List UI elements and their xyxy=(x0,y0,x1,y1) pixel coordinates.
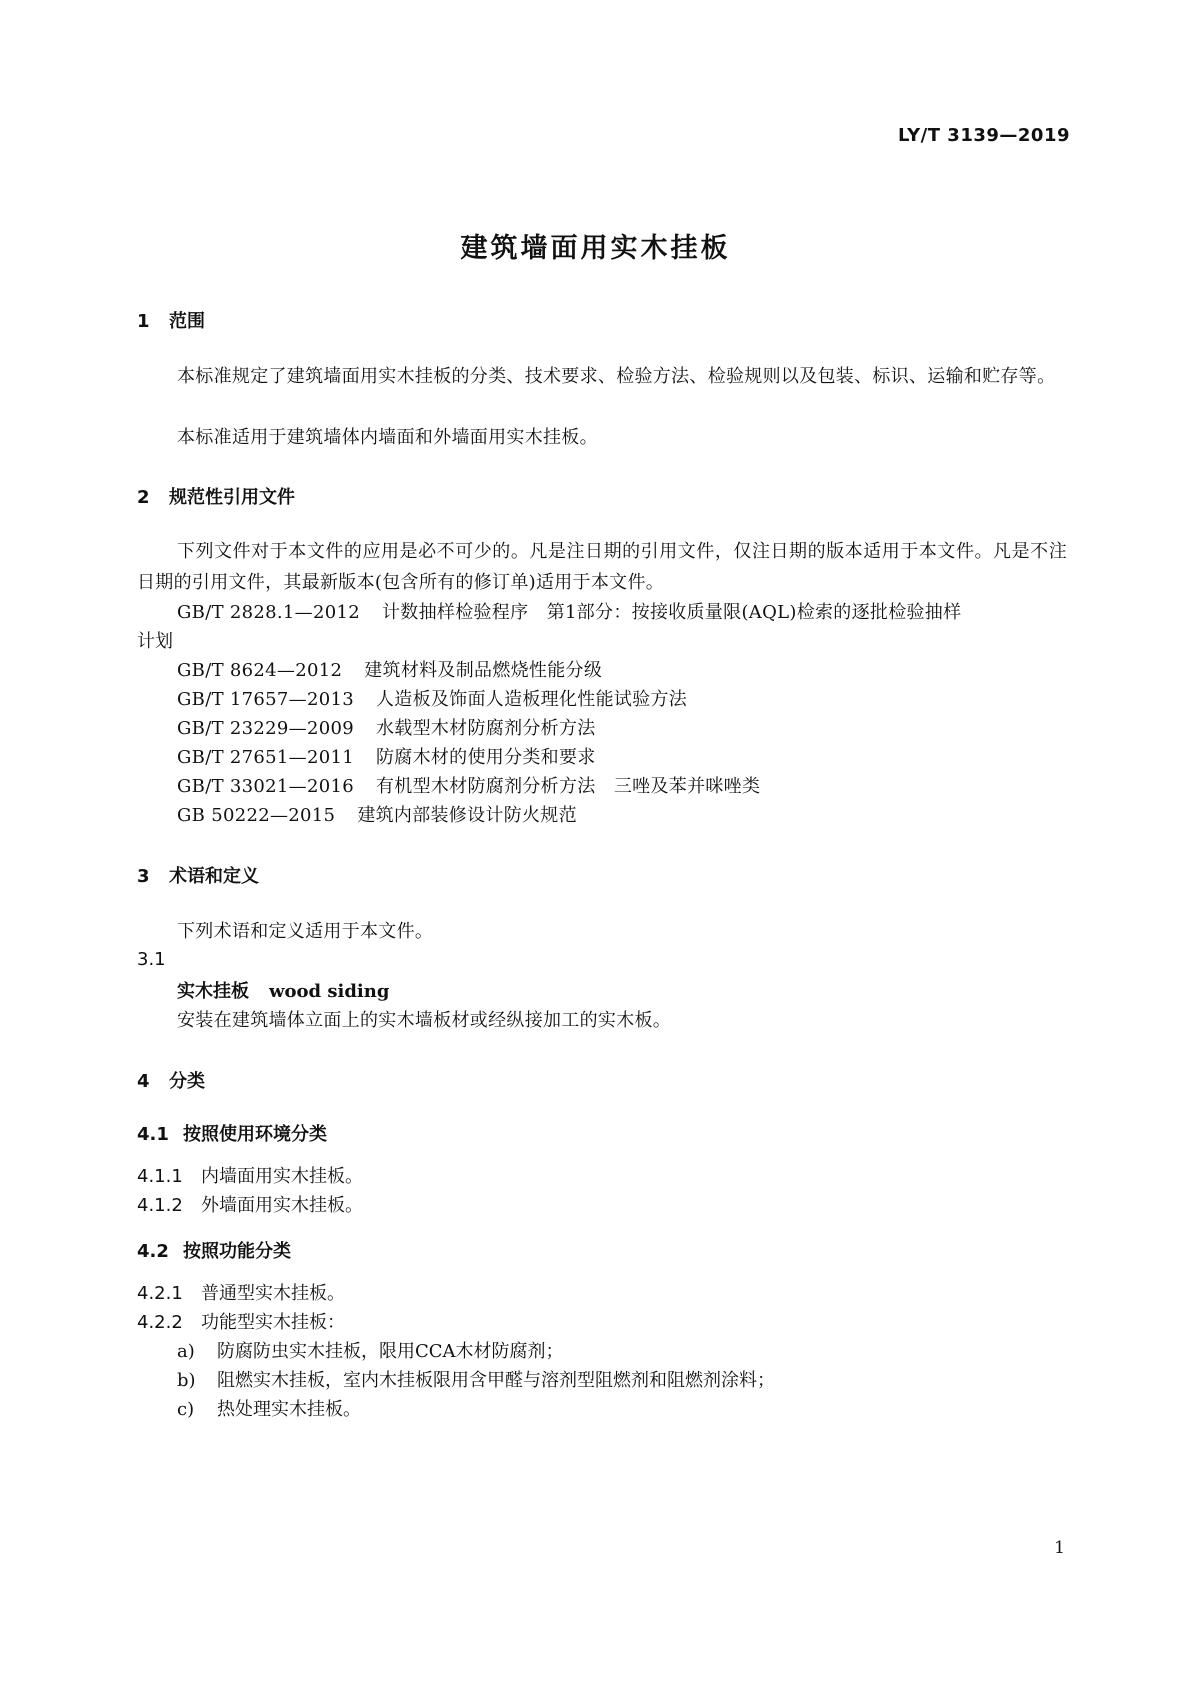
reference-title: 水载型木材防腐剂分析方法 xyxy=(375,718,596,739)
subsection-title: 按照功能分类 xyxy=(183,1241,291,1262)
reference-title: 建筑材料及制品燃烧性能分级 xyxy=(364,660,603,681)
clause-text: 外墙面用实木挂板。 xyxy=(201,1195,363,1216)
clause-4-1-1 xyxy=(137,1162,363,1188)
subsection-title: 按照使用环境分类 xyxy=(183,1124,327,1145)
term-english: wood siding xyxy=(269,981,390,1002)
list-item-text: 防腐防虫实木挂板，限用CCA木材防腐剂； xyxy=(217,1341,564,1362)
list-marker: b) xyxy=(177,1370,196,1391)
reference-title: 人造板及饰面人造板理化性能试验方法 xyxy=(375,689,688,710)
reference-item xyxy=(177,656,602,682)
section-2-paragraph-1: 下列文件对于本文件的应用是必不可少的。凡是注日期的引用文件，仅注日期的版本适用于本文件。凡是不注日期的引用文件，其最新版本(包含所有的修订单)适用于本文件。 xyxy=(137,541,1067,593)
reference-item xyxy=(177,714,596,740)
reference-code: GB 50222—2015 xyxy=(177,805,336,826)
standard-code: LY/T 3139—2019 xyxy=(897,125,1070,146)
clause-4-1-2 xyxy=(137,1191,363,1217)
section-1-heading xyxy=(137,307,205,333)
reference-code: GB/T 17657—2013 xyxy=(177,689,354,710)
section-title: 范围 xyxy=(169,311,205,332)
reference-title: 有机型木材防腐剂分析方法 三唑及苯并咪唑类 xyxy=(375,776,761,797)
section-1-paragraph-2: 本标准适用于建筑墙体内墙面和外墙面用实木挂板。 xyxy=(177,427,598,448)
reference-code: GB/T 23229—2009 xyxy=(177,718,354,739)
reference-item xyxy=(177,685,687,711)
list-item-text: 阻燃实木挂板，室内木挂板限用含甲醛与溶剂型阻燃剂和阻燃剂涂料； xyxy=(217,1370,775,1391)
reference-code: GB/T 8624—2012 xyxy=(177,660,343,681)
reference-code: GB/T 27651—2011 xyxy=(177,747,354,768)
list-item-text: 热处理实木挂板。 xyxy=(217,1399,361,1420)
term-entry xyxy=(177,977,389,1003)
clause-number: 4.2.2 xyxy=(137,1312,183,1333)
clause-4-2-2 xyxy=(137,1308,345,1334)
section-title: 规范性引用文件 xyxy=(169,487,295,508)
clause-text: 功能型实木挂板： xyxy=(201,1312,345,1333)
clause-number: 4.1.2 xyxy=(137,1195,183,1216)
clause-text: 普通型实木挂板。 xyxy=(201,1283,345,1304)
list-item xyxy=(177,1395,361,1421)
section-2-heading xyxy=(137,483,295,509)
section-number: 1 xyxy=(137,311,150,332)
subsection-4-1-heading xyxy=(137,1120,327,1146)
reference-item xyxy=(177,772,760,798)
reference-code: GB/T 2828.1—2012 xyxy=(177,602,360,623)
list-marker: a) xyxy=(177,1341,195,1362)
reference-item xyxy=(177,801,577,827)
reference-code: GB/T 33021—2016 xyxy=(177,776,354,797)
section-3-paragraph-1: 下列术语和定义适用于本文件。 xyxy=(177,921,434,942)
reference-item xyxy=(177,743,596,769)
term-definition: 安装在建筑墙体立面上的实木墙板材或经纵接加工的实木板。 xyxy=(177,1010,672,1031)
subsection-number: 4.1 xyxy=(137,1124,169,1145)
term-chinese: 实木挂板 xyxy=(177,981,249,1002)
reference-title: 建筑内部装修设计防火规范 xyxy=(357,805,577,826)
list-item xyxy=(177,1366,775,1392)
section-4-heading xyxy=(137,1067,205,1093)
list-marker: c) xyxy=(177,1399,195,1420)
section-title: 分类 xyxy=(169,1071,205,1092)
section-3-heading xyxy=(137,862,259,888)
clause-4-2-1 xyxy=(137,1279,345,1305)
clause-number: 4.2.1 xyxy=(137,1283,183,1304)
section-title: 术语和定义 xyxy=(169,866,259,887)
clause-number: 4.1.1 xyxy=(137,1166,183,1187)
section-number: 2 xyxy=(137,487,150,508)
section-1-paragraph-1: 本标准规定了建筑墙面用实木挂板的分类、技术要求、检验方法、检验规则以及包装、标识、运输和贮存等。 xyxy=(177,366,1056,387)
section-number: 4 xyxy=(137,1071,150,1092)
page-number: 1 xyxy=(1054,1538,1065,1558)
reference-item xyxy=(177,598,961,624)
term-number: 3.1 xyxy=(137,949,166,970)
clause-text: 内墙面用实木挂板。 xyxy=(201,1166,363,1187)
subsection-number: 4.2 xyxy=(137,1241,169,1262)
reference-title: 计数抽样检验程序 第1部分：按接收质量限(AQL)检索的逐批检验抽样 xyxy=(382,602,962,623)
reference-title-continuation: 计划 xyxy=(137,631,173,652)
subsection-4-2-heading xyxy=(137,1237,291,1263)
document-title: 建筑墙面用实木挂板 xyxy=(460,233,731,264)
reference-title: 防腐木材的使用分类和要求 xyxy=(375,747,596,768)
list-item xyxy=(177,1337,564,1363)
section-number: 3 xyxy=(137,866,150,887)
